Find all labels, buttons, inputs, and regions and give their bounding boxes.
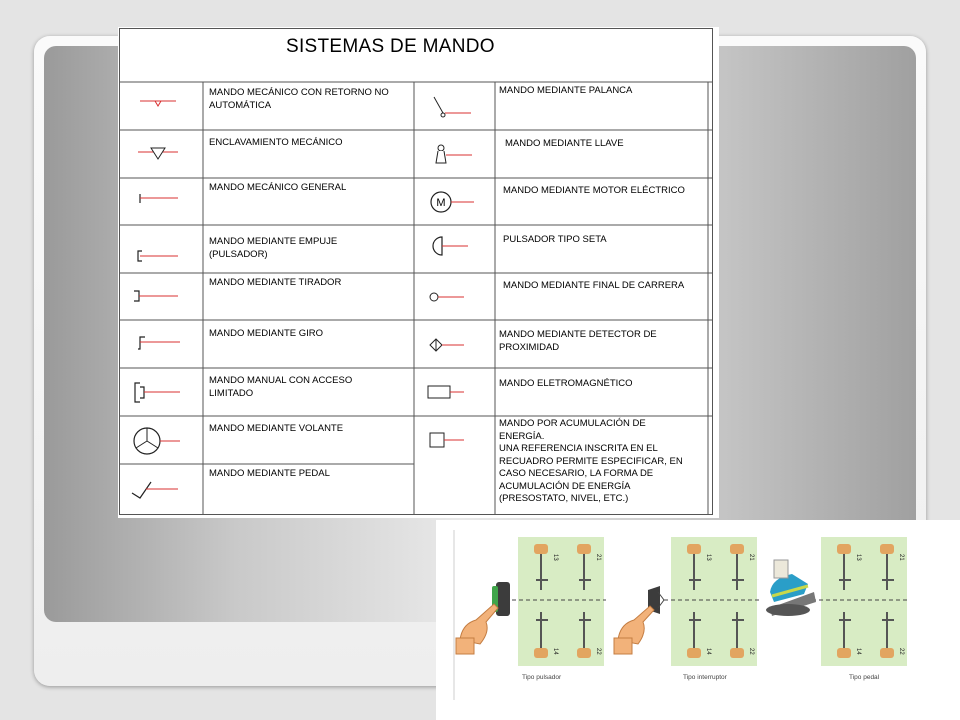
label-pull: MANDO MEDIANTE TIRADOR	[209, 277, 342, 288]
pedal-icon	[132, 482, 178, 498]
terminal-13: 13	[855, 554, 861, 561]
caption-switch-type: Tipo interruptor	[683, 674, 727, 681]
label-push: MANDO MEDIANTE EMPUJE (PULSADOR)	[209, 236, 338, 260]
label-turn: MANDO MEDIANTE GIRO	[209, 328, 324, 339]
table-title: SISTEMAS DE MANDO	[286, 36, 495, 57]
pedal-type-contact-block	[812, 537, 909, 666]
pull-icon	[134, 291, 178, 301]
actuator-types-figure	[436, 520, 960, 720]
handwheel-icon	[134, 428, 180, 454]
label-electric-motor: MANDO MEDIANTE MOTOR ELÉCTRICO	[503, 185, 685, 196]
label-lever: MANDO MEDIANTE PALANCA	[499, 85, 633, 96]
terminal-21: 21	[748, 554, 754, 561]
pointing-hand-icon	[456, 604, 498, 654]
table-grid	[120, 29, 713, 515]
restricted-access-icon	[135, 383, 180, 402]
label-energy-accumulation: MANDO POR ACUMULACIÓN DE ENERGÍA. UNA REFERENCIA INSCRITA EN EL RECUADRO PERMITE ESPECIFICAR, EN CASO NECESARIO, LA FORMA DE ACUMULACIÓN DE ENERGÍA (PRESOSTATO, NIVEL, ETC.)	[499, 418, 683, 504]
key-icon	[436, 145, 472, 163]
label-limit-switch: MANDO MEDIANTE FINAL DE CARRERA	[503, 280, 685, 291]
terminal-22: 22	[595, 648, 601, 655]
label-key: MANDO MEDIANTE LLAVE	[505, 138, 624, 149]
actuator-illustrations	[436, 520, 960, 720]
label-pedal: MANDO MEDIANTE PEDAL	[209, 468, 330, 479]
label-non-return-mechanical: MANDO MECÁNICO CON RETORNO NO AUTOMÁTICA	[209, 87, 389, 111]
electric-motor-icon	[431, 192, 474, 212]
label-handwheel: MANDO MEDIANTE VOLANTE	[209, 423, 344, 434]
terminal-22: 22	[898, 648, 904, 655]
terminal-21: 21	[898, 554, 904, 561]
terminal-13: 13	[705, 554, 711, 561]
terminal-14: 14	[705, 648, 711, 655]
terminal-21: 21	[595, 554, 601, 561]
terminal-22: 22	[748, 648, 754, 655]
proximity-detector-icon	[430, 339, 464, 351]
non-return-mechanical-icon	[140, 101, 176, 106]
push-icon	[138, 251, 178, 261]
label-general-mechanical: MANDO MECÁNICO GENERAL	[209, 182, 347, 193]
energy-accumulation-icon	[430, 433, 464, 447]
caption-pedal-type: Tipo pedal	[849, 674, 880, 681]
pointing-hand-icon	[614, 606, 654, 654]
label-mechanical-interlock: ENCLAVAMIENTO MECÁNICO	[209, 137, 343, 148]
mechanical-interlock-icon	[138, 148, 178, 159]
turn-icon	[138, 337, 180, 349]
label-restricted-access: MANDO MANUAL CON ACCESO LIMITADO	[209, 375, 353, 399]
caption-push-type: Tipo pulsador	[522, 674, 562, 681]
push-type-contact-block	[512, 537, 606, 666]
mushroom-button-icon	[433, 237, 468, 255]
switch-type-contact-block	[664, 537, 759, 666]
terminal-14: 14	[855, 648, 861, 655]
terminal-13: 13	[552, 554, 558, 561]
lever-icon	[434, 97, 471, 117]
terminal-14: 14	[552, 648, 558, 655]
label-mushroom-button: PULSADOR TIPO SETA	[503, 234, 607, 245]
control-systems-table	[118, 27, 719, 518]
label-proximity-detector: MANDO MEDIANTE DETECTOR DE PROXIMIDAD	[499, 329, 657, 353]
table-grid-and-symbols	[118, 27, 719, 518]
general-mechanical-icon	[140, 194, 178, 203]
foot-pedal-icon	[766, 560, 816, 616]
label-electromagnetic: MANDO ELETROMAGNÉTICO	[499, 378, 633, 389]
motor-letter: M	[436, 197, 446, 209]
limit-switch-icon	[430, 293, 464, 301]
electromagnetic-icon	[428, 386, 464, 398]
